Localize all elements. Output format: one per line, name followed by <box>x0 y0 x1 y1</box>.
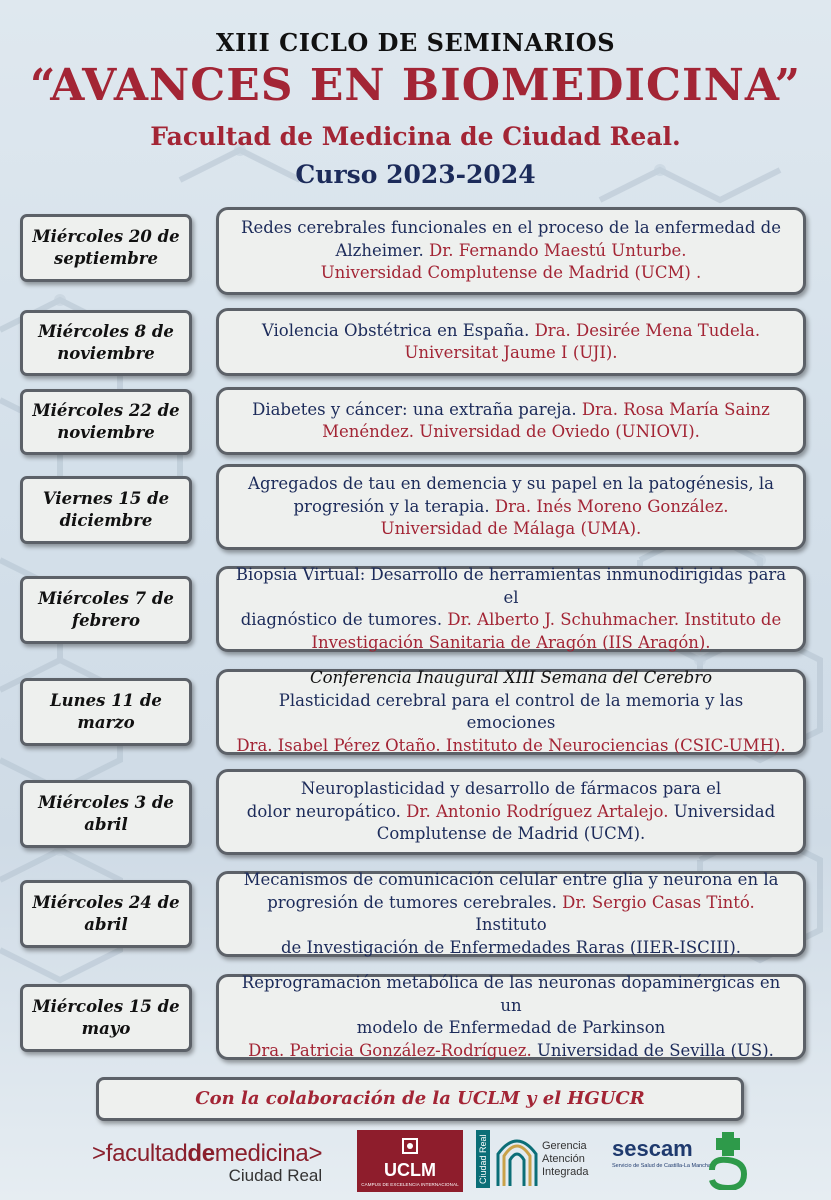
speaker-institution: Instituto de Neurociencias (CSIC-UMH). <box>445 735 786 755</box>
speaker-institution: de Investigación de Enfermedades Raras (IIER-ISCIII). <box>280 937 742 957</box>
sescam-logo <box>612 1130 752 1192</box>
date-line: Viernes 15 de <box>42 489 170 508</box>
seminar-details <box>216 974 806 1060</box>
logo-text: >facultad <box>92 1140 188 1167</box>
date-line: Miércoles 7 de <box>38 589 174 608</box>
speaker-name: Dra. Patricia González-Rodríguez. <box>248 1040 532 1060</box>
speaker-name: Dr. Sergio Casas Tintó. <box>562 892 755 912</box>
seminar-details <box>216 308 806 376</box>
talk-title: Mecanismos de comunicación celular entre glia y neurona en la <box>243 870 779 889</box>
speaker-institution: Instituto <box>475 915 547 934</box>
talk-title: dolor neuropático. <box>246 801 401 821</box>
talk-title: Redes cerebrales funcionales en el proceso de la enfermedad de <box>241 218 781 238</box>
course-year: Curso 2023-2024 <box>295 160 536 189</box>
uclm-crest-icon <box>400 1136 420 1156</box>
talk-title: progresión y la terapia. <box>293 496 490 516</box>
uclm-tagline: CAMPUS DE EXCELENCIA INTERNACIONAL <box>361 1182 459 1187</box>
seminar-date <box>20 214 192 282</box>
talk-title: Neuroplasticidad y desarrollo de fármacos para el <box>300 779 722 799</box>
sescam-emblem-icon <box>706 1130 750 1190</box>
speaker-name: Menéndez. <box>322 422 415 441</box>
seminar-date <box>20 389 192 455</box>
cycle-title: XIII CICLO DE SEMINARIOS <box>215 28 616 57</box>
speaker-institution: Universidad de Sevilla (US). <box>536 1040 774 1060</box>
speaker-name: Dra. Isabel Pérez Otaño. <box>236 735 441 755</box>
talk-title: Violencia Obstétrica en España. <box>261 320 530 340</box>
talk-title: Agregados de tau en demencia y su papel en la patogénesis, la <box>248 474 774 494</box>
seminar-details <box>216 207 806 295</box>
speaker-institution: Universidad Complutense de Madrid (UCM) . <box>320 263 702 283</box>
seminar-date <box>20 780 192 848</box>
uclm-name: UCLM <box>384 1160 436 1180</box>
sescam-tagline: Servicio de Salud de Castilla-La Mancha <box>612 1163 712 1169</box>
date-line: noviembre <box>57 423 155 442</box>
date-line: Miércoles 3 de <box>38 793 174 812</box>
talk-title: Diabetes y cáncer: una extraña pareja. <box>252 399 577 419</box>
gai-text: Gerencia <box>542 1140 587 1152</box>
faculty-title: Facultad de Medicina de Ciudad Real. <box>150 122 681 151</box>
date-line: septiembre <box>54 249 158 268</box>
seminar-date <box>20 678 192 746</box>
date-line: Miércoles 20 de <box>32 227 180 246</box>
seminar-date <box>20 576 192 644</box>
seminar-date <box>20 476 192 544</box>
seminar-date <box>20 880 192 948</box>
seminar-date <box>20 984 192 1052</box>
talk-title: modelo de Enfermedad de Parkinson <box>356 1018 666 1037</box>
talk-title: Plasticidad cerebral para el control de la memoria y las emociones <box>278 690 744 732</box>
date-line: abril <box>84 915 128 934</box>
gai-text: Integrada <box>542 1166 589 1178</box>
logo-text: > <box>308 1140 323 1167</box>
date-line: Miércoles 22 de <box>32 401 180 420</box>
seminar-details <box>216 871 806 957</box>
sescam-name: sescam <box>612 1136 693 1161</box>
speaker-name: Dr. Fernando Maestú Unturbe. <box>429 240 687 260</box>
talk-title: Alzheimer. <box>335 240 424 260</box>
speaker-institution: Investigación Sanitaria de Aragón (IIS Aragón). <box>311 632 711 652</box>
speaker-institution: Complutense de Madrid (UCM). <box>376 824 646 844</box>
speaker-name: Dr. Alberto J. Schuhmacher. <box>447 610 680 629</box>
date-line: marzo <box>77 713 135 732</box>
seminar-date <box>20 310 192 376</box>
speaker-name: Dr. Antonio Rodríguez Artalejo. <box>406 801 669 821</box>
talk-title: Reprogramación metabólica de las neuronas dopaminérgicas en un <box>241 973 781 1015</box>
gai-text: Atención <box>542 1153 585 1165</box>
date-line: noviembre <box>57 344 155 363</box>
date-line: febrero <box>71 611 141 630</box>
date-line: Miércoles 15 de <box>32 997 180 1016</box>
speaker-name: Dra. Inés Moreno González. <box>494 496 729 516</box>
speaker-institution: Universitat Jaume I (UJI). <box>404 343 618 362</box>
seminar-details <box>216 387 806 455</box>
talk-title: progresión de tumores cerebrales. <box>267 892 557 912</box>
talk-title: diagnóstico de tumores. <box>240 610 443 629</box>
talk-title: Biopsia Virtual: Desarrollo de herramientas inmunodirigidas para el <box>235 565 787 607</box>
speaker-institution: Universidad de Málaga (UMA). <box>380 519 642 539</box>
facultad-medicina-logo <box>92 1140 322 1186</box>
speaker-institution: Universidad <box>673 801 776 821</box>
speaker-name: Dra. Desirée Mena Tudela. <box>534 320 761 340</box>
seminar-details <box>216 769 806 855</box>
seminar-details <box>216 566 806 652</box>
logo-text: de <box>187 1140 215 1167</box>
date-line: Miércoles 24 de <box>32 893 180 912</box>
collaboration-banner: Con la colaboración de la UCLM y el HGUCR <box>96 1077 744 1121</box>
arch-icon <box>494 1132 540 1188</box>
logo-city: Ciudad Real <box>228 1166 323 1185</box>
gerencia-atencion-integrada-logo <box>476 1130 604 1190</box>
date-line: Lunes 11 de <box>50 691 162 710</box>
speaker-institution: Universidad de Oviedo (UNIOVI). <box>419 422 700 441</box>
seminar-details <box>216 464 806 550</box>
talk-subtitle: Conferencia Inaugural XIII Semana del Cerebro <box>309 668 713 687</box>
event-title: “AVANCES EN BIOMEDICINA” <box>29 60 802 111</box>
date-line: mayo <box>81 1019 131 1038</box>
seminar-details <box>216 669 806 755</box>
uclm-logo <box>357 1130 463 1192</box>
speaker-name: Dra. Rosa María Sainz <box>581 399 770 419</box>
date-line: diciembre <box>59 511 153 530</box>
logo-text: medicina <box>214 1140 309 1167</box>
date-line: abril <box>84 815 128 834</box>
gai-side-label: Ciudad Real <box>476 1130 490 1188</box>
speaker-institution: Instituto de <box>684 610 782 629</box>
date-line: Miércoles 8 de <box>38 322 174 341</box>
